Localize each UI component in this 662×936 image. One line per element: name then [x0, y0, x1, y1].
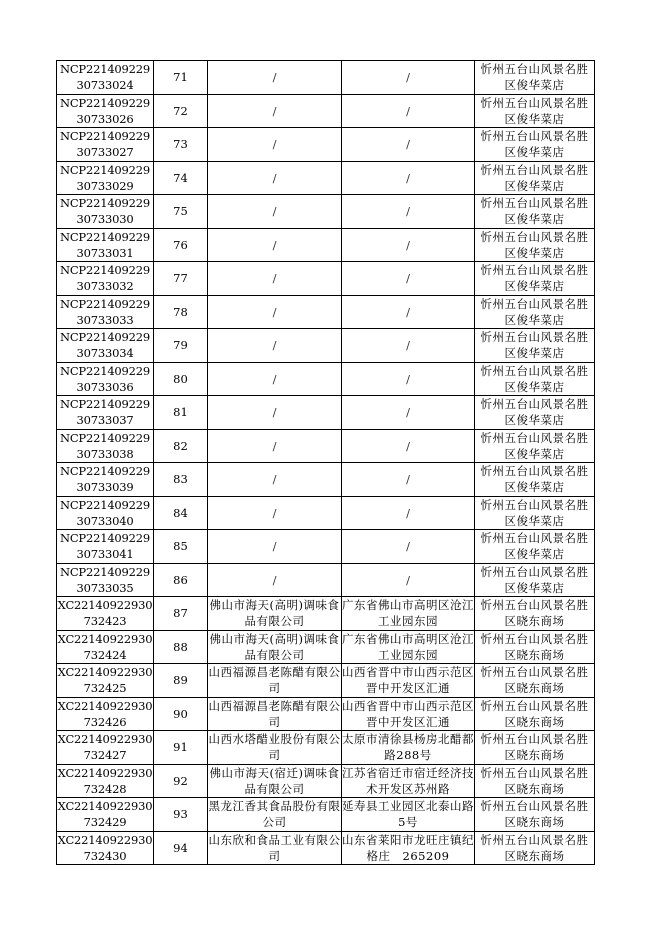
producer-name-cell: / [208, 329, 342, 363]
seller-name-cell: 忻州五台山风景名胜区晓东商场 [475, 597, 595, 631]
sample-code-cell: XC22140922930732428 [57, 765, 153, 796]
table-row [57, 262, 595, 296]
table-row [57, 697, 595, 731]
serial-number-cell: 90 [154, 697, 208, 731]
sample-code-cell: XC22140922930732424 [57, 631, 153, 662]
producer-address-cell: / [342, 329, 475, 363]
producer-name-cell: / [208, 195, 342, 229]
table-row [57, 563, 595, 597]
seller-name-cell: 忻州五台山风景名胜区晓东商场 [475, 798, 595, 832]
seller-name-cell: 忻州五台山风景名胜区俊华菜店 [475, 329, 595, 363]
seller-name-cell: 忻州五台山风景名胜区俊华菜店 [475, 128, 595, 162]
producer-address-cell: 山东省莱阳市龙旺庄镇纪格庄 265209 [342, 832, 474, 863]
sample-code-cell: NCP22140922930733040 [57, 496, 154, 530]
table-row [57, 362, 595, 396]
seller-name-cell: 忻州五台山风景名胜区俊华菜店 [475, 262, 595, 296]
sample-code-cell: NCP22140922930733026 [57, 94, 154, 128]
sample-code-cell: NCP22140922930733035 [57, 563, 154, 597]
producer-address-cell: / [342, 161, 475, 195]
seller-name-cell: 忻州五台山风景名胜区俊华菜店 [475, 195, 595, 229]
seller-name-cell: 忻州五台山风景名胜区晓东商场 [475, 697, 595, 731]
serial-number-cell: 71 [154, 61, 208, 95]
sample-code-cell: NCP22140922930733036 [57, 362, 154, 396]
producer-address-cell: / [342, 94, 475, 128]
sample-code-cell: NCP22140922930733041 [57, 530, 154, 564]
sample-code-cell: NCP22140922930733030 [57, 195, 154, 229]
producer-address-cell: / [342, 228, 475, 262]
sample-code-cell: XC22140922930732423 [57, 598, 153, 629]
table-row [57, 530, 595, 564]
producer-name-cell: 山西水塔醋业股份有限公司 [208, 732, 341, 763]
sample-code-cell: NCP22140922930733031 [57, 228, 154, 262]
serial-number-cell: 74 [154, 161, 208, 195]
producer-address-cell: 太原市清徐县杨房北醋都路288号 [342, 732, 474, 763]
table-row [57, 496, 595, 530]
seller-name-cell: 忻州五台山风景名胜区俊华菜店 [475, 496, 595, 530]
sampling-results-table [56, 60, 595, 865]
seller-name-cell: 忻州五台山风景名胜区俊华菜店 [475, 228, 595, 262]
producer-address-cell: / [342, 396, 475, 430]
producer-address-cell: / [342, 563, 475, 597]
table-row [57, 329, 595, 363]
producer-address-cell: 广东省佛山市高明区沧江工业园东园 [342, 631, 474, 662]
serial-number-cell: 78 [154, 295, 208, 329]
table-row [57, 798, 595, 832]
sample-code-cell: NCP22140922930733039 [57, 463, 154, 497]
seller-name-cell: 忻州五台山风景名胜区俊华菜店 [475, 362, 595, 396]
serial-number-cell: 91 [154, 731, 208, 765]
producer-name-cell: / [208, 563, 342, 597]
table-row [57, 664, 595, 698]
sample-code-cell: NCP22140922930733024 [57, 61, 154, 95]
serial-number-cell: 76 [154, 228, 208, 262]
table-row [57, 764, 595, 798]
sample-code-cell: XC22140922930732427 [57, 732, 153, 763]
serial-number-cell: 85 [154, 530, 208, 564]
producer-name-cell: 佛山市海天(宿迁)调味食品有限公司 [208, 764, 342, 798]
serial-number-cell: 87 [154, 597, 208, 631]
seller-name-cell: 忻州五台山风景名胜区俊华菜店 [475, 94, 595, 128]
producer-address-cell: / [342, 362, 475, 396]
seller-name-cell: 忻州五台山风景名胜区晓东商场 [475, 731, 595, 765]
producer-address-cell: 延寿县工业园区北泰山路5号 [342, 799, 474, 830]
producer-name-cell: 佛山市海天(高明)调味食品有限公司 [208, 630, 342, 664]
producer-address-cell: / [342, 195, 475, 229]
table-body [57, 61, 595, 865]
seller-name-cell: 忻州五台山风景名胜区俊华菜店 [475, 295, 595, 329]
table-row [57, 831, 595, 865]
sample-code-cell: XC22140922930732425 [57, 665, 153, 696]
sample-code-cell: NCP22140922930733034 [57, 329, 154, 363]
producer-name-cell: / [208, 429, 342, 463]
producer-name-cell: 山东欣和食品工业有限公司 [208, 832, 341, 863]
producer-name-cell: 佛山市海天(高明)调味食品有限公司 [208, 597, 342, 631]
sample-code-cell: XC22140922930732429 [57, 799, 153, 830]
serial-number-cell: 83 [154, 463, 208, 497]
serial-number-cell: 81 [154, 396, 208, 430]
seller-name-cell: 忻州五台山风景名胜区俊华菜店 [475, 463, 595, 497]
serial-number-cell: 86 [154, 563, 208, 597]
producer-address-cell: / [342, 463, 475, 497]
seller-name-cell: 忻州五台山风景名胜区俊华菜店 [475, 530, 595, 564]
producer-address-cell: / [342, 262, 475, 296]
sample-code-cell: XC22140922930732426 [57, 698, 153, 729]
serial-number-cell: 84 [154, 496, 208, 530]
serial-number-cell: 92 [154, 764, 208, 798]
seller-name-cell: 忻州五台山风景名胜区俊华菜店 [475, 429, 595, 463]
serial-number-cell: 94 [154, 831, 208, 865]
serial-number-cell: 72 [154, 94, 208, 128]
producer-address-cell: / [342, 530, 475, 564]
producer-name-cell: 山西福源昌老陈醋有限公司 [208, 698, 341, 729]
sample-code-cell: NCP22140922930733027 [57, 128, 154, 162]
producer-name-cell: / [208, 530, 342, 564]
producer-name-cell: 山西福源昌老陈醋有限公司 [208, 665, 341, 696]
table-row [57, 228, 595, 262]
seller-name-cell: 忻州五台山风景名胜区晓东商场 [475, 664, 595, 698]
seller-name-cell: 忻州五台山风景名胜区俊华菜店 [475, 161, 595, 195]
table-row [57, 61, 595, 95]
producer-address-cell: / [342, 429, 475, 463]
seller-name-cell: 忻州五台山风景名胜区俊华菜店 [475, 61, 595, 95]
seller-name-cell: 忻州五台山风景名胜区俊华菜店 [475, 396, 595, 430]
table-row [57, 295, 595, 329]
producer-name-cell: / [208, 262, 342, 296]
sample-code-cell: NCP22140922930733038 [57, 429, 154, 463]
producer-name-cell: 黑龙江香其食品股份有限公司 [208, 799, 341, 830]
producer-name-cell: / [208, 161, 342, 195]
table-row [57, 161, 595, 195]
producer-address-cell: / [342, 496, 475, 530]
sample-code-cell: NCP22140922930733029 [57, 161, 154, 195]
producer-address-cell: 广东省佛山市高明区沧江工业园东园 [342, 598, 474, 629]
producer-name-cell: / [208, 61, 342, 95]
serial-number-cell: 88 [154, 630, 208, 664]
producer-address-cell: / [342, 295, 475, 329]
sample-code-cell: NCP22140922930733032 [57, 262, 154, 296]
table-row [57, 597, 595, 631]
producer-name-cell: / [208, 496, 342, 530]
table-row [57, 429, 595, 463]
table-row [57, 128, 595, 162]
serial-number-cell: 73 [154, 128, 208, 162]
producer-name-cell: / [208, 228, 342, 262]
seller-name-cell: 忻州五台山风景名胜区晓东商场 [475, 764, 595, 798]
seller-name-cell: 忻州五台山风景名胜区晓东商场 [475, 831, 595, 865]
producer-address-cell: 山西省晋中市山西示范区晋中开发区汇通 [342, 665, 474, 696]
producer-address-cell: 江苏省宿迁市宿迁经济技术开发区苏州路 [342, 765, 474, 796]
producer-name-cell: / [208, 128, 342, 162]
producer-address-cell: / [342, 128, 475, 162]
producer-name-cell: / [208, 362, 342, 396]
sample-code-cell: NCP22140922930733037 [57, 396, 154, 430]
table-row [57, 94, 595, 128]
producer-name-cell: / [208, 94, 342, 128]
producer-address-cell: / [342, 61, 475, 95]
producer-name-cell: / [208, 396, 342, 430]
table-row [57, 463, 595, 497]
serial-number-cell: 82 [154, 429, 208, 463]
serial-number-cell: 77 [154, 262, 208, 296]
sample-code-cell: XC22140922930732430 [57, 832, 153, 863]
serial-number-cell: 89 [154, 664, 208, 698]
table-row [57, 630, 595, 664]
serial-number-cell: 80 [154, 362, 208, 396]
serial-number-cell: 79 [154, 329, 208, 363]
producer-name-cell: / [208, 463, 342, 497]
table-row [57, 396, 595, 430]
table-row [57, 195, 595, 229]
producer-name-cell: / [208, 295, 342, 329]
table-row [57, 731, 595, 765]
producer-address-cell: 山西省晋中市山西示范区晋中开发区汇通 [342, 698, 474, 729]
serial-number-cell: 93 [154, 798, 208, 832]
seller-name-cell: 忻州五台山风景名胜区俊华菜店 [475, 563, 595, 597]
sample-code-cell: NCP22140922930733033 [57, 295, 154, 329]
serial-number-cell: 75 [154, 195, 208, 229]
seller-name-cell: 忻州五台山风景名胜区晓东商场 [475, 630, 595, 664]
